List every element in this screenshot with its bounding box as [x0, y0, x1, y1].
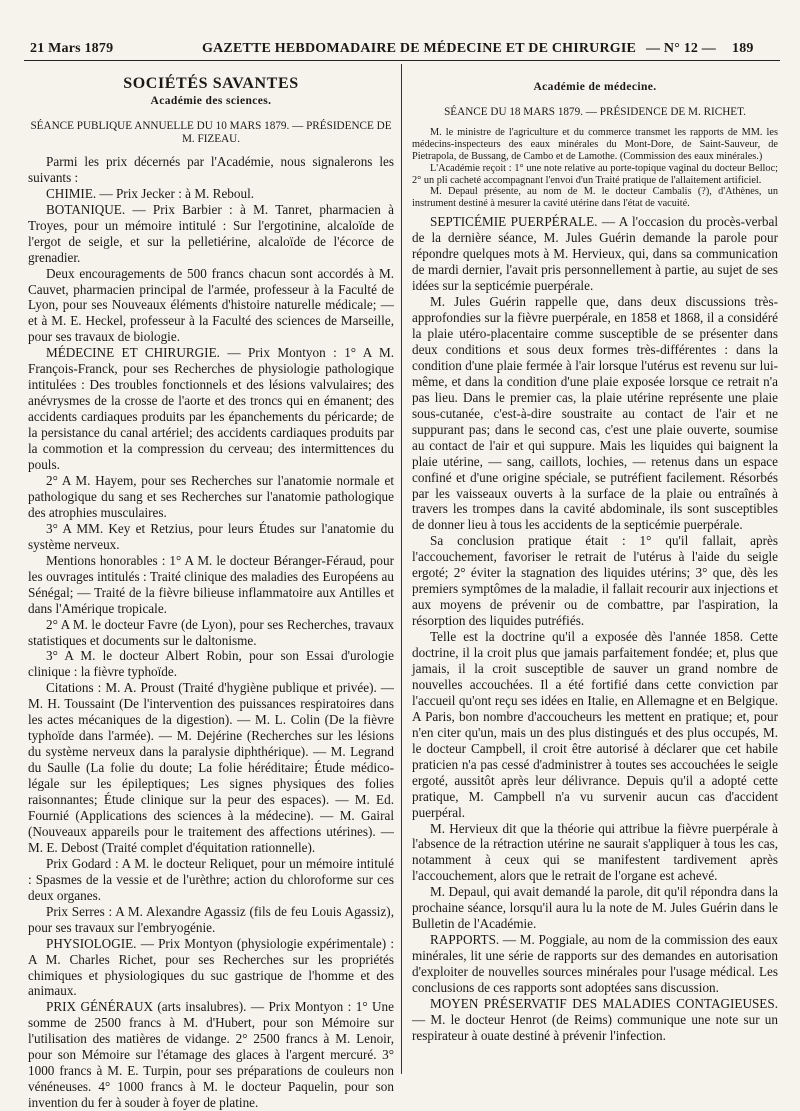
paragraph: BOTANIQUE. — Prix Barbier : à M. Tanret, pharmacien à Troyes, pour un mémoire intitulé : Sur l'ergotinine, alcaloïde de l'ergot de seigle, et sur la pelletiérine, alcaloïde de l'écorce de grenadier. [28, 201, 394, 265]
correspondence-item: M. le ministre de l'agriculture et du commerce transmet les rapports de MM. les médecins-inspecteurs des eaux minérales du Mont-Dore, de Saint-Sauveur, de Pietrapola, de Bussang, de Cambo et de Lamothe. (Commission des eaux minérales.) [412, 126, 778, 162]
academy-sciences-heading: Académie des sciences. [150, 94, 272, 107]
paragraph: Deux encouragements de 500 francs chacun sont accordés à M. Cauvet, pharmacien principal de l'armée, professeur à la Faculté de Lyon, pour ses Nouveaux éléments d'histoire naturelle médicale; — et à M. E. Heckel, professeur à la Faculté des sciences de Marseille, pour ses travaux de biologie. [28, 265, 394, 345]
seance-heading: SÉANCE PUBLIQUE ANNUELLE DU 10 MARS 1879. — PRÉSIDENCE DE M. FIZEAU. [30, 119, 392, 145]
correspondence-block [412, 127, 778, 210]
paragraph: CHIMIE. — Prix Jecker : à M. Reboul. [46, 185, 255, 201]
paragraph: M. Depaul, qui avait demandé la parole, dit qu'il répondra dans la prochaine séance, lorsqu'il aura lu la note de M. Jules Guérin dans le Bulletin de l'Académie. [412, 884, 778, 932]
paragraph: 3° A MM. Key et Retzius, pour leurs Études sur l'anatomie du système nerveux. [28, 520, 394, 552]
paragraph: PHYSIOLOGIE. — Prix Montyon (physiologie expérimentale) : A M. Charles Richet, pour ses Recherches sur les propriétés chimiques et physiologiques du suc gastrique de l'homme et des animaux. [28, 935, 394, 999]
issue-date: 21 Mars 1879 [30, 41, 114, 56]
section-title: SOCIÉTÉS SAVANTES [123, 75, 299, 92]
paragraph: SEPTICÉMIE PUERPÉRALE. — A l'occasion du procès-verbal de la dernière séance, M. Jules Guérin demande la parole pour répondre quelques mots à M. Hervieux, qui, dans sa communication de mardi dernier, l'avait pris personnellement à partie, au sujet de ses idées sur la septicémie puerpérale. [412, 214, 778, 294]
paragraph: Telle est la doctrine qu'il a exposée dès l'année 1858. Cette doctrine, il la croit plus que jamais parfaitement fondée; et, plus que jamais, il la croit susceptible de sauver un grand nombre de nouvelles accouchées. Il a été fortifié dans cette conviction par l'accueil qu'ont reçu ses idées en Italie, en Allemagne et en Belgique. A Paris, bon nombre d'accoucheurs les mettent en pratique; et, pour n'en citer qu'un, mais un des plus distingués et des plus occupés, M. le docteur Campbell, il croit être autorisé à déclarer que cet habile praticien n'a pas cessé d'administrer à toutes ses accouchées le seigle ergoté, aussitôt après leur délivrance. Depuis qu'il a adopté cette pratique, M. Campbell n'a vu survenir aucun cas d'accident puerpéral. [412, 629, 778, 820]
right-column [412, 68, 778, 1044]
paragraph: Prix Serres : A M. Alexandre Agassiz (fils de feu Louis Agassiz), pour ses travaux sur l'embryogénie. [28, 903, 394, 935]
academy-medecine-heading: Académie de médecine. [533, 81, 657, 93]
paragraph: 2° A M. Hayem, pour ses Recherches sur l'anatomie normale et pathologique du sang et ses Recherches sur l'anatomie pathologique des atrophies musculaires. [28, 472, 394, 520]
paragraph: RAPPORTS. — M. Poggiale, au nom de la commission des eaux minérales, lit une série de rapports sur des demandes en autorisation d'exploiter de nouvelles sources minérales pour l'usage médical. Les conclusions de ces rapports sont adoptées sans discussion. [412, 932, 778, 996]
column-divider [401, 64, 402, 1074]
paragraph: M. Jules Guérin rappelle que, dans deux discussions très-approfondies sur la fièvre puerpérale, en 1858 et 1868, il a considéré la plaie utéro-placentaire comme susceptible de se présenter dans deux conditions et sous deux formes très-différentes : dans la condition d'une plaie fermée à l'air lorsque l'utérus est revenu sur lui-même, et dans la condition d'une plaie exposée lorsque ce retrait n'a pas lieu. Dans le premier cas, la plaie utérine représente une plaie sous-cutanée, c'est-à-dire soustraite au contact de l'air et ne suppurant pas; dans le second cas, c'est une plaie ouverte, soumise au contact de l'air et qui suppure. Mais les liquides qui baignent la plaie utérine, — sang, caillots, lochies, — retenus dans un espace confiné et d'une origine spéciale, se putréfient facilement. Résorbés par les vaisseaux ouverts à la surface de la plaie ou entraînés à travers les trompes dans la cavité abdominale, ils sont susceptibles de donner lieu à tous les accidents de la septicémie puerpérale. [412, 294, 778, 533]
paragraph: MOYEN PRÉSERVATIF DES MALADIES CONTAGIEUSES. — M. le docteur Henrot (de Reims) communique une note sur un respirateur à ouate destiné à prévenir l'infection. [412, 996, 778, 1043]
paragraph: MÉDECINE ET CHIRURGIE. — Prix Montyon : 1° A M. François-Franck, pour ses Recherches de physiologie pathologique intitulées : Des troubles fonctionnels et des lésions valvulaires; des anévrysmes de la crosse de l'aorte et des troncs qui en émanent; des accidents cardiaques produits par les épanchements du péricarde; de la persistance du canal artériel; des accidents cardiaques produits par la commotion et la compression du cerveau; des intermittences du pouls. [28, 345, 394, 473]
running-header [24, 38, 780, 61]
paragraph: PRIX GÉNÉRAUX (arts insalubres). — Prix Montyon : 1° Une somme de 2500 francs à M. d'Hubert, pour son Mémoire sur l'utilisation des matières de vidange. 2° 2500 francs à M. Lenoir, pour son Mémoire sur l'étamage des glaces à l'argent mercuré. 3° 1000 francs à M. E. Turpin, pour ses préparations de couleurs non vénéneuses. 4° 1000 francs à M. le docteur Paquelin, pour son invention du fer à souder à foyer de platine. [28, 999, 394, 1111]
journal-title: GAZETTE HEBDOMADAIRE DE MÉDECINE ET DE CHIRURGIE [202, 41, 637, 56]
seance-heading: SÉANCE DU 18 MARS 1879. — PRÉSIDENCE DE M. RICHET. [444, 105, 746, 118]
issue-number: — N° 12 — [646, 41, 717, 56]
correspondence-item: L'Académie reçoit : 1° une note relative au porte-topique vaginal du docteur Belloc; 2° un pli cacheté accompagnant l'envoi d'un Traité pratique de l'allaitement artificiel. [412, 162, 778, 186]
paragraph: Mentions honorables : 1° A M. le docteur Béranger-Féraud, pour les ouvrages intitulés : Traité clinique des maladies des Européens au Sénégal; — Traité de la fièvre bilieuse inflammatoire aux Antilles et dans l'Amérique tropicale. [28, 552, 394, 616]
paragraph: 3° A M. le docteur Albert Robin, pour son Essai d'urologie clinique : la fièvre typhoïde. [28, 648, 394, 680]
left-column [28, 68, 394, 1111]
paragraph: Sa conclusion pratique était : 1° qu'il fallait, après l'accouchement, favoriser le retrait de l'utérus à l'aide du seigle ergoté; 2° éviter la stagnation des liquides utérins; 3° que, dès les premiers symptômes de la maladie, il fallait recourir aux injections et aux moyens de prévenir ou de combattre, par l'aspiration, la résorption des liquides putréfiés. [412, 533, 778, 629]
paragraph: Parmi les prix décernés par l'Académie, nous signalerons les suivants : [28, 153, 394, 185]
paragraph: Prix Godard : A M. le docteur Reliquet, pour un mémoire intitulé : Spasmes de la vessie et de l'urèthre; action du chloroforme sur ces deux organes. [28, 855, 394, 903]
paragraph: M. Hervieux dit que la théorie qui attribue la fièvre puerpérale à l'absence de la rétraction utérine ne saurait s'appliquer à tous les cas, notamment à ceux qui se manifestent tardivement après l'accouchement, alors que le retrait de l'organe est achevé. [412, 820, 778, 884]
paragraph: 2° A M. le docteur Favre (de Lyon), pour ses Recherches, travaux statistiques et documents sur le daltonisme. [28, 616, 394, 648]
paragraph: Citations : M. A. Proust (Traité d'hygiène publique et privée). — M. H. Toussaint (De l'intervention des puissances respiratoires dans les actes mécaniques de la digestion). — M. L. Colin (De la fièvre typhoïde dans l'armée). — M. Dejérine (Recherches sur les lésions du système nerveux dans la paralysie diphthérique). — M. Legrand du Saulle (La folie du doute; La folie héréditaire; Étude médico-légale sur les épileptiques; Les signes physiques des folies raisonnantes; Étude clinique sur la peur des espaces). — M. Ed. Fournié (Applications des sciences à la médecine). — M. Gairal (Nouveaux appareils pour le traitement des affections utérines). — M. E. Debost (Traité complet d'équitation rationnelle). [28, 680, 394, 855]
correspondence-item: M. Depaul présente, au nom de M. le docteur Cambalis (?), d'Athènes, un instrument destiné à mesurer la cavité utérine dans l'état de vacuité. [412, 186, 778, 210]
journal-page [24, 38, 780, 1111]
page-number: 189 [732, 41, 754, 56]
